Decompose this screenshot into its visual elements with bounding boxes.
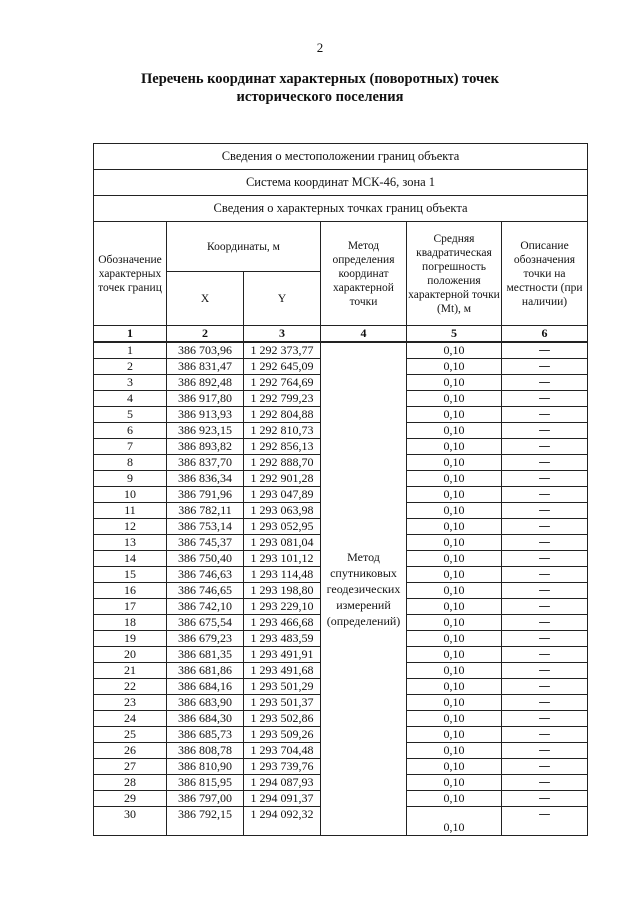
coord-y: 1 293 081,04: [244, 535, 321, 551]
coord-y: 1 293 198,80: [244, 583, 321, 599]
description-dash: —: [502, 359, 588, 375]
mt-value: 0,10: [407, 471, 502, 487]
coord-x: 386 810,90: [167, 759, 244, 775]
description-dash: —: [502, 407, 588, 423]
coord-x: 386 685,73: [167, 727, 244, 743]
description-dash: —: [502, 663, 588, 679]
page-number: 2: [316, 40, 324, 55]
title-line-2: исторического поселения: [236, 89, 404, 105]
coord-y: 1 292 901,28: [244, 471, 321, 487]
coord-y: 1 292 799,23: [244, 391, 321, 407]
mt-value: 0,10: [407, 647, 502, 663]
banner-coordinate-system: Система координат МСК-46, зона 1: [94, 170, 588, 196]
coord-x: 386 683,90: [167, 695, 244, 711]
coord-y: 1 292 645,09: [244, 359, 321, 375]
coord-x: 386 797,00: [167, 791, 244, 807]
coord-y: 1 293 483,59: [244, 631, 321, 647]
mt-value: 0,10: [407, 583, 502, 599]
mt-value: 0,10: [407, 615, 502, 631]
header-x: X: [167, 272, 244, 326]
coord-x: 386 917,80: [167, 391, 244, 407]
description-dash: —: [502, 647, 588, 663]
column-number: 1: [94, 326, 167, 343]
coord-x: 386 684,30: [167, 711, 244, 727]
point-number: 26: [94, 743, 167, 759]
mt-value: 0,10: [407, 759, 502, 775]
mt-value: 0,10: [407, 551, 502, 567]
coord-x: 386 753,14: [167, 519, 244, 535]
column-number: 5: [407, 326, 502, 343]
description-dash: —: [502, 631, 588, 647]
point-number: 15: [94, 567, 167, 583]
coord-y: 1 293 052,95: [244, 519, 321, 535]
mt-value: 0,10: [407, 391, 502, 407]
coord-x: 386 782,11: [167, 503, 244, 519]
coord-x: 386 746,63: [167, 567, 244, 583]
point-number: 11: [94, 503, 167, 519]
point-number: 12: [94, 519, 167, 535]
point-number: 20: [94, 647, 167, 663]
coord-y: 1 294 092,32: [244, 807, 321, 836]
point-number: 23: [94, 695, 167, 711]
description-dash: —: [502, 455, 588, 471]
mt-value: 0,10: [407, 695, 502, 711]
point-number: 9: [94, 471, 167, 487]
description-dash: —: [502, 567, 588, 583]
coord-x: 386 792,15: [167, 807, 244, 836]
column-number: 2: [167, 326, 244, 343]
mt-value: 0,10: [407, 775, 502, 791]
mt-value: 0,10: [407, 727, 502, 743]
point-number: 18: [94, 615, 167, 631]
point-number: 6: [94, 423, 167, 439]
mt-value: 0,10: [407, 807, 502, 836]
description-dash: —: [502, 439, 588, 455]
coord-y: 1 293 047,89: [244, 487, 321, 503]
coord-x: 386 893,82: [167, 439, 244, 455]
header-y: Y: [244, 272, 321, 326]
mt-value: 0,10: [407, 503, 502, 519]
description-dash: —: [502, 679, 588, 695]
point-number: 22: [94, 679, 167, 695]
coord-x: 386 913,93: [167, 407, 244, 423]
mt-value: 0,10: [407, 455, 502, 471]
coord-x: 386 791,96: [167, 487, 244, 503]
description-dash: —: [502, 535, 588, 551]
mt-value: 0,10: [407, 439, 502, 455]
point-number: 27: [94, 759, 167, 775]
point-number: 21: [94, 663, 167, 679]
coord-y: 1 293 502,86: [244, 711, 321, 727]
mt-value: 0,10: [407, 791, 502, 807]
description-dash: —: [502, 727, 588, 743]
coord-x: 386 923,15: [167, 423, 244, 439]
coord-y: 1 294 091,37: [244, 791, 321, 807]
coord-y: 1 293 229,10: [244, 599, 321, 615]
column-number: 4: [321, 326, 407, 343]
point-number: 4: [94, 391, 167, 407]
column-number: 3: [244, 326, 321, 343]
header-description: Описание обозначения точки на местности (при наличии): [502, 222, 588, 326]
description-dash: —: [502, 615, 588, 631]
coord-x: 386 742,10: [167, 599, 244, 615]
point-number: 30: [94, 807, 167, 836]
mt-value: 0,10: [407, 711, 502, 727]
point-number: 8: [94, 455, 167, 471]
coord-x: 386 815,95: [167, 775, 244, 791]
description-dash: —: [502, 759, 588, 775]
point-number: 3: [94, 375, 167, 391]
description-dash: —: [502, 375, 588, 391]
mt-value: 0,10: [407, 407, 502, 423]
coord-y: 1 293 491,68: [244, 663, 321, 679]
description-dash: —: [502, 487, 588, 503]
coord-x: 386 837,70: [167, 455, 244, 471]
description-dash: —: [502, 471, 588, 487]
coord-y: 1 293 466,68: [244, 615, 321, 631]
coord-x: 386 684,16: [167, 679, 244, 695]
coord-x: 386 675,54: [167, 615, 244, 631]
mt-value: 0,10: [407, 631, 502, 647]
header-point-designation: Обозначение характерных точек границ: [94, 222, 167, 326]
mt-value: 0,10: [407, 375, 502, 391]
mt-value: 0,10: [407, 423, 502, 439]
description-dash: —: [502, 583, 588, 599]
coord-y: 1 293 063,98: [244, 503, 321, 519]
coord-x: 386 836,34: [167, 471, 244, 487]
description-dash: —: [502, 743, 588, 759]
coord-y: 1 293 501,37: [244, 695, 321, 711]
description-dash: —: [502, 519, 588, 535]
coord-y: 1 293 739,76: [244, 759, 321, 775]
mt-value: 0,10: [407, 599, 502, 615]
point-number: 16: [94, 583, 167, 599]
coordinates-table: [93, 143, 588, 836]
point-number: 24: [94, 711, 167, 727]
point-number: 5: [94, 407, 167, 423]
coord-x: 386 746,65: [167, 583, 244, 599]
description-dash: —: [502, 503, 588, 519]
mt-value: 0,10: [407, 679, 502, 695]
mt-value: 0,10: [407, 487, 502, 503]
coord-y: 1 293 101,12: [244, 551, 321, 567]
coord-y: 1 293 704,48: [244, 743, 321, 759]
coord-x: 386 750,40: [167, 551, 244, 567]
description-dash: —: [502, 423, 588, 439]
description-dash: —: [502, 391, 588, 407]
coord-y: 1 293 509,26: [244, 727, 321, 743]
header-method: Метод определения координат характерной точки: [321, 222, 407, 326]
coord-y: 1 292 856,13: [244, 439, 321, 455]
description-dash: —: [502, 791, 588, 807]
mt-value: 0,10: [407, 359, 502, 375]
mt-value: 0,10: [407, 567, 502, 583]
banner-location: Сведения о местоположении границ объекта: [94, 144, 588, 170]
coord-x: 386 681,86: [167, 663, 244, 679]
method-cell: Метод спутниковых геодезических измерений (определений): [321, 342, 407, 836]
coord-y: 1 292 804,88: [244, 407, 321, 423]
header-mt: Средняя квадратическая погрешность положения характерной точки (Mt), м: [407, 222, 502, 326]
coord-y: 1 294 087,93: [244, 775, 321, 791]
coord-x: 386 681,35: [167, 647, 244, 663]
point-number: 29: [94, 791, 167, 807]
coord-y: 1 293 491,91: [244, 647, 321, 663]
coord-x: 386 892,48: [167, 375, 244, 391]
coord-x: 386 679,23: [167, 631, 244, 647]
coord-y: 1 292 373,77: [244, 342, 321, 359]
point-number: 17: [94, 599, 167, 615]
mt-value: 0,10: [407, 535, 502, 551]
point-number: 1: [94, 342, 167, 359]
point-number: 14: [94, 551, 167, 567]
description-dash: —: [502, 342, 588, 359]
banner-points: Сведения о характерных точках границ объекта: [94, 196, 588, 222]
coord-x: 386 745,37: [167, 535, 244, 551]
description-dash: —: [502, 551, 588, 567]
coord-y: 1 293 114,48: [244, 567, 321, 583]
point-number: 13: [94, 535, 167, 551]
mt-value: 0,10: [407, 743, 502, 759]
description-dash: —: [502, 775, 588, 791]
mt-value: 0,10: [407, 663, 502, 679]
description-dash: —: [502, 599, 588, 615]
point-number: 19: [94, 631, 167, 647]
document-title: [0, 70, 640, 106]
coord-y: 1 292 764,69: [244, 375, 321, 391]
description-dash: —: [502, 711, 588, 727]
title-line-1: Перечень координат характерных (поворотных) точек: [141, 71, 499, 87]
point-number: 10: [94, 487, 167, 503]
description-dash: —: [502, 695, 588, 711]
coord-y: 1 292 810,73: [244, 423, 321, 439]
header-coordinates: Координаты, м: [167, 222, 321, 272]
coord-x: 386 831,47: [167, 359, 244, 375]
point-number: 7: [94, 439, 167, 455]
description-dash: —: [502, 807, 588, 836]
coord-y: 1 292 888,70: [244, 455, 321, 471]
point-number: 28: [94, 775, 167, 791]
coord-x: 386 703,96: [167, 342, 244, 359]
point-number: 2: [94, 359, 167, 375]
table-row: [94, 342, 588, 359]
coord-x: 386 808,78: [167, 743, 244, 759]
point-number: 25: [94, 727, 167, 743]
mt-value: 0,10: [407, 342, 502, 359]
coord-y: 1 293 501,29: [244, 679, 321, 695]
mt-value: 0,10: [407, 519, 502, 535]
column-number: 6: [502, 326, 588, 343]
